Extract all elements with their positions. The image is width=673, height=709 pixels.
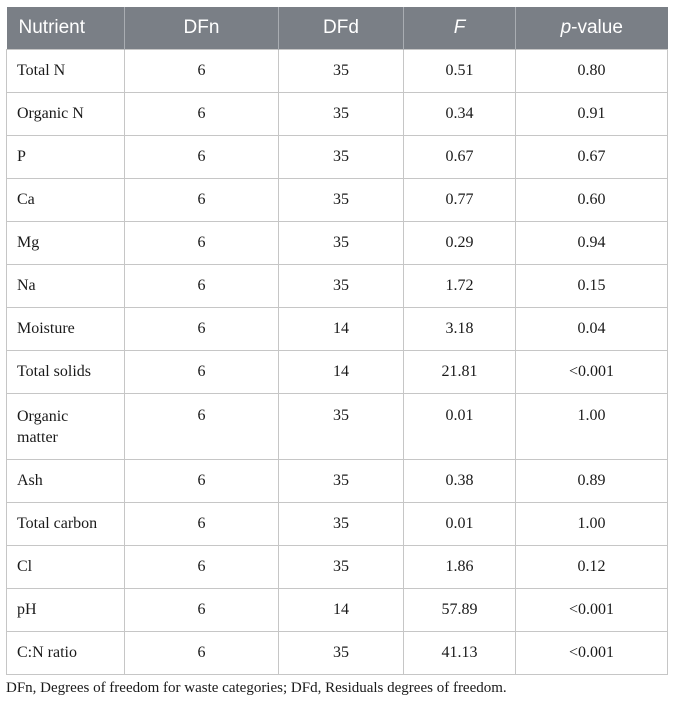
cell-dfd: 35 [279,460,404,503]
table-row [7,50,668,93]
cell-p-value: 0.04 [516,308,668,351]
table-row [7,222,668,265]
table-row [7,351,668,394]
cell-p-value: 1.00 [516,394,668,460]
cell-dfd: 35 [279,265,404,308]
cell-nutrient: Organic N [7,93,125,136]
cell-nutrient: Mg [7,222,125,265]
cell-nutrient: Ash [7,460,125,503]
table-row [7,136,668,179]
cell-dfn: 6 [125,93,279,136]
cell-dfn: 6 [125,632,279,675]
header-dfn: DFn [125,7,279,50]
table-row [7,503,668,546]
cell-dfn: 6 [125,50,279,93]
cell-f: 1.72 [404,265,516,308]
cell-nutrient: Moisture [7,308,125,351]
cell-dfn: 6 [125,589,279,632]
cell-nutrient: Total solids [7,351,125,394]
cell-f: 41.13 [404,632,516,675]
header-row [7,7,668,50]
cell-dfd: 35 [279,179,404,222]
cell-nutrient: P [7,136,125,179]
header-p-value [516,7,668,50]
cell-f: 3.18 [404,308,516,351]
header-p-italic: p [560,17,572,38]
table-row [7,265,668,308]
cell-dfd: 35 [279,136,404,179]
cell-dfn: 6 [125,179,279,222]
cell-nutrient: Total N [7,50,125,93]
cell-p-value: 0.60 [516,179,668,222]
cell-f: 0.38 [404,460,516,503]
cell-dfn: 6 [125,308,279,351]
cell-dfn: 6 [125,546,279,589]
header-dfd: DFd [279,7,404,50]
cell-nutrient: Cl [7,546,125,589]
anova-table-container [6,7,667,675]
cell-f: 0.34 [404,93,516,136]
cell-dfn: 6 [125,503,279,546]
cell-dfn: 6 [125,222,279,265]
cell-dfn: 6 [125,460,279,503]
cell-f: 1.86 [404,546,516,589]
cell-p-value: 0.15 [516,265,668,308]
cell-nutrient: C:N ratio [7,632,125,675]
table-header [7,7,668,50]
table-row [7,589,668,632]
cell-nutrient: pH [7,589,125,632]
cell-p-value: <0.001 [516,351,668,394]
table-row [7,179,668,222]
anova-table [6,7,668,675]
cell-dfd: 35 [279,222,404,265]
cell-dfn: 6 [125,394,279,460]
cell-f: 0.77 [404,179,516,222]
table-row [7,546,668,589]
cell-dfd: 35 [279,50,404,93]
table-row [7,632,668,675]
header-f-label: F [453,17,466,38]
cell-p-value: 0.67 [516,136,668,179]
cell-dfd: 35 [279,394,404,460]
cell-nutrient: Organic matter [7,394,125,460]
cell-f: 57.89 [404,589,516,632]
cell-f: 21.81 [404,351,516,394]
cell-nutrient: Total carbon [7,503,125,546]
cell-p-value: <0.001 [516,632,668,675]
cell-p-value: 0.89 [516,460,668,503]
cell-dfd: 14 [279,308,404,351]
header-nutrient: Nutrient [7,7,125,50]
cell-nutrient: Ca [7,179,125,222]
table-row [7,460,668,503]
cell-p-value: 1.00 [516,503,668,546]
cell-f: 0.01 [404,503,516,546]
table-footnote: DFn, Degrees of freedom for waste categories; DFd, Residuals degrees of freedom. [6,680,507,696]
cell-f: 0.29 [404,222,516,265]
cell-dfd: 14 [279,589,404,632]
table-row [7,394,668,460]
cell-f: 0.51 [404,50,516,93]
header-f [404,7,516,50]
table-body [7,50,668,675]
cell-dfd: 35 [279,93,404,136]
cell-dfn: 6 [125,265,279,308]
cell-dfd: 35 [279,632,404,675]
cell-dfd: 35 [279,546,404,589]
table-row [7,308,668,351]
cell-nutrient: Na [7,265,125,308]
header-p-rest: -value [571,17,623,38]
cell-dfd: 35 [279,503,404,546]
cell-f: 0.67 [404,136,516,179]
cell-p-value: 0.91 [516,93,668,136]
cell-dfn: 6 [125,351,279,394]
cell-f: 0.01 [404,394,516,460]
cell-p-value: 0.94 [516,222,668,265]
cell-dfn: 6 [125,136,279,179]
cell-p-value: <0.001 [516,589,668,632]
cell-p-value: 0.80 [516,50,668,93]
cell-dfd: 14 [279,351,404,394]
table-row [7,93,668,136]
cell-p-value: 0.12 [516,546,668,589]
